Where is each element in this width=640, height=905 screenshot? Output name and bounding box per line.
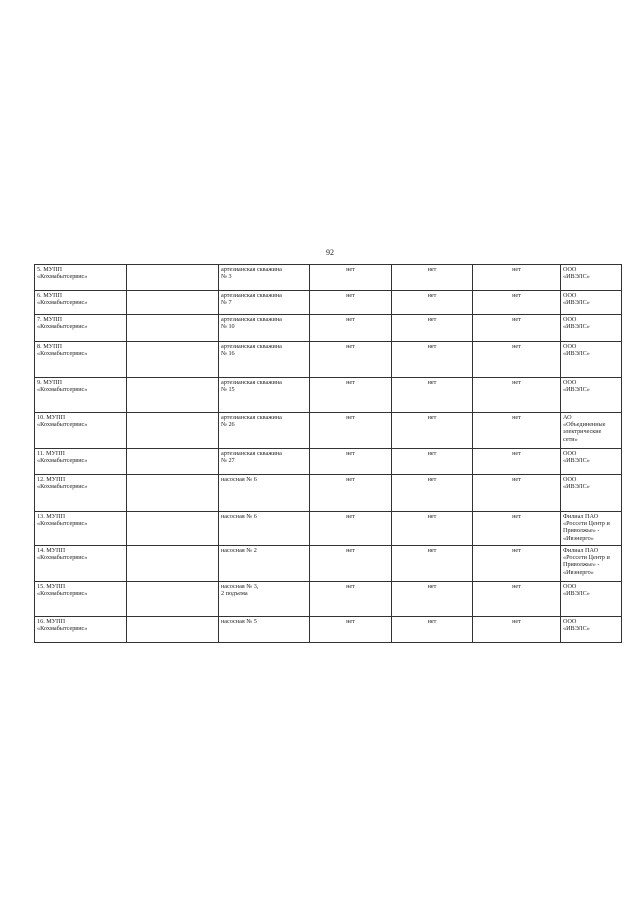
table-body [35, 265, 622, 643]
value-cell-3: нет [473, 475, 561, 512]
supplier-cell: ООО «ИВЭЛС» [561, 582, 622, 617]
object-cell: артезианская скважина № 15 [219, 378, 310, 413]
blank-cell [127, 449, 219, 475]
org-cell: 15. МУПП «Кохмабытсервис» [35, 582, 127, 617]
supplier-cell: ООО «ИВЭЛС» [561, 315, 622, 342]
value-cell-1: нет [310, 378, 392, 413]
value-cell-1: нет [310, 449, 392, 475]
value-cell-1: нет [310, 475, 392, 512]
value-cell-2: нет [392, 512, 473, 546]
object-cell: артезианская скважина № 16 [219, 342, 310, 378]
page-number: 92 [326, 248, 334, 257]
object-cell: артезианская скважина № 27 [219, 449, 310, 475]
supplier-cell: ООО «ИВЭЛС» [561, 475, 622, 512]
value-cell-3: нет [473, 582, 561, 617]
blank-cell [127, 291, 219, 315]
value-cell-1: нет [310, 342, 392, 378]
supplier-cell: АО «Объединенные электрические сети» [561, 413, 622, 449]
value-cell-3: нет [473, 342, 561, 378]
value-cell-3: нет [473, 512, 561, 546]
object-cell: насосная № 3, 2 подъема [219, 582, 310, 617]
blank-cell [127, 617, 219, 643]
org-cell: 8. МУПП «Кохмабытсервис» [35, 342, 127, 378]
value-cell-1: нет [310, 265, 392, 291]
org-cell: 6. МУПП «Кохмабытсервис» [35, 291, 127, 315]
object-cell: насосная № 5 [219, 617, 310, 643]
value-cell-3: нет [473, 617, 561, 643]
table-row [35, 378, 622, 413]
value-cell-2: нет [392, 413, 473, 449]
table-row [35, 265, 622, 291]
org-cell: 9. МУПП «Кохмабытсервис» [35, 378, 127, 413]
supplier-cell: ООО «ИВЭЛС» [561, 449, 622, 475]
value-cell-2: нет [392, 265, 473, 291]
blank-cell [127, 413, 219, 449]
object-cell: артезианская скважина № 7 [219, 291, 310, 315]
value-cell-1: нет [310, 291, 392, 315]
value-cell-2: нет [392, 342, 473, 378]
value-cell-2: нет [392, 378, 473, 413]
value-cell-2: нет [392, 291, 473, 315]
blank-cell [127, 546, 219, 582]
value-cell-2: нет [392, 582, 473, 617]
value-cell-1: нет [310, 512, 392, 546]
org-cell: 10. МУПП «Кохмабытсервис» [35, 413, 127, 449]
org-cell: 13. МУПП «Кохмабытсервис» [35, 512, 127, 546]
registry-table [34, 264, 622, 643]
table-row [35, 512, 622, 546]
value-cell-3: нет [473, 449, 561, 475]
org-cell: 16. МУПП «Кохмабытсервис» [35, 617, 127, 643]
org-cell: 14. МУПП «Кохмабытсервис» [35, 546, 127, 582]
table-row [35, 617, 622, 643]
object-cell: насосная № 6 [219, 512, 310, 546]
table-row [35, 342, 622, 378]
value-cell-2: нет [392, 449, 473, 475]
value-cell-1: нет [310, 315, 392, 342]
supplier-cell: ООО «ИВЭЛС» [561, 342, 622, 378]
table-row [35, 413, 622, 449]
value-cell-3: нет [473, 291, 561, 315]
table-row [35, 475, 622, 512]
value-cell-3: нет [473, 378, 561, 413]
table-row [35, 449, 622, 475]
blank-cell [127, 582, 219, 617]
value-cell-3: нет [473, 315, 561, 342]
value-cell-2: нет [392, 315, 473, 342]
value-cell-2: нет [392, 475, 473, 512]
value-cell-2: нет [392, 617, 473, 643]
org-cell: 7. МУПП «Кохмабытсервис» [35, 315, 127, 342]
value-cell-1: нет [310, 617, 392, 643]
supplier-cell: ООО «ИВЭЛС» [561, 617, 622, 643]
org-cell: 12. МУПП «Кохмабытсервис» [35, 475, 127, 512]
value-cell-1: нет [310, 582, 392, 617]
blank-cell [127, 265, 219, 291]
blank-cell [127, 378, 219, 413]
object-cell: артезианская скважина № 26 [219, 413, 310, 449]
supplier-cell: Филиал ПАО «Россети Центр и Приволжье» - «Ивэнерго» [561, 546, 622, 582]
value-cell-3: нет [473, 413, 561, 449]
object-cell: артезианская скважина № 3 [219, 265, 310, 291]
object-cell: артезианская скважина № 10 [219, 315, 310, 342]
blank-cell [127, 342, 219, 378]
blank-cell [127, 475, 219, 512]
table-row [35, 582, 622, 617]
supplier-cell: ООО «ИВЭЛС» [561, 291, 622, 315]
org-cell: 11. МУПП «Кохмабытсервис» [35, 449, 127, 475]
supplier-cell: ООО «ИВЭЛС» [561, 378, 622, 413]
table-row [35, 546, 622, 582]
blank-cell [127, 315, 219, 342]
org-cell: 5. МУПП «Кохмабытсервис» [35, 265, 127, 291]
value-cell-3: нет [473, 546, 561, 582]
table-row [35, 315, 622, 342]
value-cell-1: нет [310, 413, 392, 449]
object-cell: насосная № 2 [219, 546, 310, 582]
value-cell-3: нет [473, 265, 561, 291]
supplier-cell: ООО «ИВЭЛС» [561, 265, 622, 291]
supplier-cell: Филиал ПАО «Россети Центр и Приволжье» - «Ивэнерго» [561, 512, 622, 546]
value-cell-2: нет [392, 546, 473, 582]
blank-cell [127, 512, 219, 546]
value-cell-1: нет [310, 546, 392, 582]
object-cell: насосная № 6 [219, 475, 310, 512]
table-row [35, 291, 622, 315]
